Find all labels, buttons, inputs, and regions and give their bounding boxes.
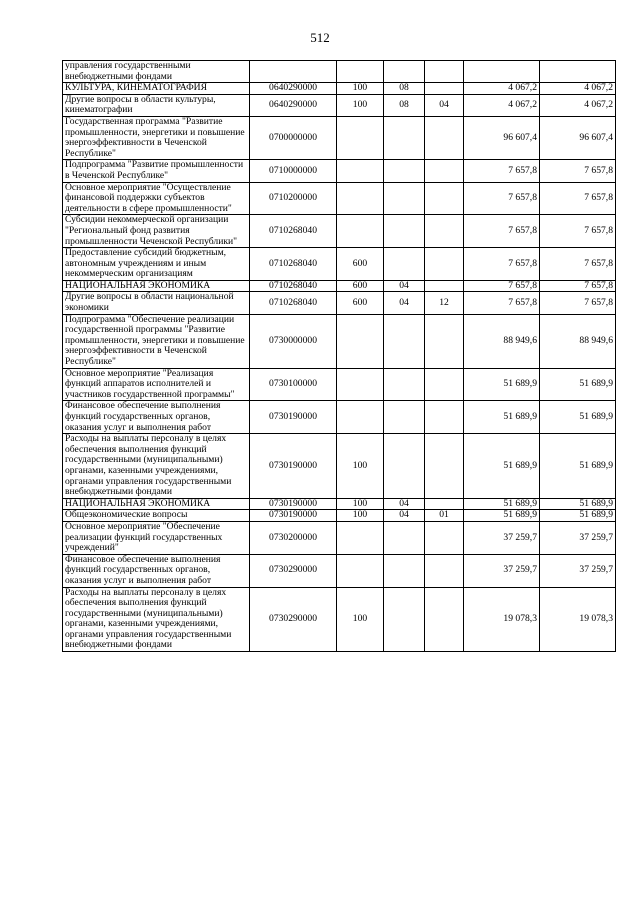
row-section [384, 160, 425, 182]
row-subsection [425, 434, 464, 499]
row-subsection [425, 554, 464, 587]
row-sum-2: 51 689,9 [540, 368, 616, 401]
row-sum-2: 4 067,2 [540, 83, 616, 95]
row-section [384, 521, 425, 554]
row-target-code: 0730100000 [250, 368, 337, 401]
row-name: Другие вопросы в области культуры, кинематографии [63, 94, 250, 116]
row-sum-1 [464, 61, 540, 83]
row-sum-1: 7 657,8 [464, 215, 540, 248]
row-name: Расходы на выплаты персоналу в целях обеспечения выполнения функций государственными (муниципальными) органами, казенными учреждениями, органами управления государственными внебюджетными фондами [63, 587, 250, 652]
row-target-code: 0700000000 [250, 116, 337, 159]
row-subsection [425, 587, 464, 652]
row-expense-type [337, 521, 384, 554]
table-row [63, 160, 616, 182]
row-subsection [425, 83, 464, 95]
table-row [63, 368, 616, 401]
row-name: Финансовое обеспечение выполнения функций государственных органов, оказания услуг и выполнения работ [63, 554, 250, 587]
row-target-code: 0730190000 [250, 510, 337, 522]
table-row [63, 587, 616, 652]
row-sum-2: 19 078,3 [540, 587, 616, 652]
row-name: КУЛЬТУРА, КИНЕМАТОГРАФИЯ [63, 83, 250, 95]
row-sum-1: 37 259,7 [464, 554, 540, 587]
row-name: Субсидии некоммерческой организации "Региональный фонд развития промышленности Чеченской Республики" [63, 215, 250, 248]
row-subsection [425, 498, 464, 510]
row-section: 04 [384, 498, 425, 510]
row-sum-2: 96 607,4 [540, 116, 616, 159]
row-subsection: 04 [425, 94, 464, 116]
row-expense-type: 100 [337, 83, 384, 95]
row-sum-1: 96 607,4 [464, 116, 540, 159]
table-row [63, 292, 616, 314]
budget-table [62, 60, 616, 652]
row-expense-type [337, 314, 384, 368]
row-section [384, 248, 425, 281]
row-target-code: 0710200000 [250, 182, 337, 215]
row-sum-1: 4 067,2 [464, 94, 540, 116]
row-subsection [425, 280, 464, 292]
row-name: Основное мероприятие "Обеспечение реализации функций государственных учреждений" [63, 521, 250, 554]
row-sum-1: 51 689,9 [464, 368, 540, 401]
table-row [63, 61, 616, 83]
row-subsection [425, 368, 464, 401]
row-expense-type [337, 554, 384, 587]
row-section: 08 [384, 94, 425, 116]
row-target-code: 0710268040 [250, 248, 337, 281]
row-subsection [425, 401, 464, 434]
row-name: Предоставление субсидий бюджетным, автономным учреждениям и иным некоммерческим организациям [63, 248, 250, 281]
row-sum-1: 4 067,2 [464, 83, 540, 95]
row-target-code: 0730190000 [250, 401, 337, 434]
row-name: Расходы на выплаты персоналу в целях обеспечения выполнения функций государственными (муниципальными) органами, казенными учреждениями, органами управления государственными внебюджетными фондами [63, 434, 250, 499]
row-section: 08 [384, 83, 425, 95]
row-expense-type: 100 [337, 587, 384, 652]
row-sum-2: 7 657,8 [540, 292, 616, 314]
row-sum-2: 51 689,9 [540, 401, 616, 434]
row-section [384, 434, 425, 499]
row-expense-type: 600 [337, 248, 384, 281]
row-section [384, 554, 425, 587]
budget-table-body [63, 61, 616, 652]
table-row [63, 401, 616, 434]
row-target-code: 0730000000 [250, 314, 337, 368]
row-sum-1: 51 689,9 [464, 510, 540, 522]
row-subsection: 01 [425, 510, 464, 522]
row-sum-2: 88 949,6 [540, 314, 616, 368]
row-target-code: 0710000000 [250, 160, 337, 182]
table-row [63, 510, 616, 522]
row-target-code: 0640290000 [250, 94, 337, 116]
row-expense-type: 600 [337, 280, 384, 292]
row-subsection [425, 248, 464, 281]
row-expense-type [337, 160, 384, 182]
row-sum-2: 51 689,9 [540, 434, 616, 499]
row-subsection [425, 215, 464, 248]
row-expense-type [337, 368, 384, 401]
row-target-code [250, 61, 337, 83]
table-row [63, 248, 616, 281]
row-section [384, 116, 425, 159]
row-sum-2: 7 657,8 [540, 248, 616, 281]
row-expense-type [337, 61, 384, 83]
table-row [63, 116, 616, 159]
row-sum-1: 7 657,8 [464, 182, 540, 215]
row-subsection: 12 [425, 292, 464, 314]
row-sum-2: 51 689,9 [540, 498, 616, 510]
row-name: управления государственными внебюджетными фондами [63, 61, 250, 83]
row-subsection [425, 160, 464, 182]
row-sum-2: 7 657,8 [540, 182, 616, 215]
page-number: 512 [310, 30, 330, 45]
row-sum-1: 51 689,9 [464, 401, 540, 434]
row-expense-type: 100 [337, 434, 384, 499]
row-expense-type [337, 215, 384, 248]
row-expense-type: 100 [337, 510, 384, 522]
row-target-code: 0730190000 [250, 498, 337, 510]
row-sum-2: 37 259,7 [540, 554, 616, 587]
row-name: Подпрограмма "Обеспечение реализации государственной программы "Развитие промышленности, энергетики и повышение энергоэффективности в Чеченской Республике" [63, 314, 250, 368]
row-section [384, 215, 425, 248]
row-section: 04 [384, 510, 425, 522]
row-name: НАЦИОНАЛЬНАЯ ЭКОНОМИКА [63, 498, 250, 510]
row-sum-1: 7 657,8 [464, 248, 540, 281]
row-name: Основное мероприятие "Реализация функций аппаратов исполнителей и участников государственной программы" [63, 368, 250, 401]
row-target-code: 0730290000 [250, 587, 337, 652]
row-sum-1: 7 657,8 [464, 160, 540, 182]
row-sum-1: 51 689,9 [464, 434, 540, 499]
table-row [63, 215, 616, 248]
table-row [63, 521, 616, 554]
row-name: Общеэкономические вопросы [63, 510, 250, 522]
row-subsection [425, 314, 464, 368]
row-sum-1: 19 078,3 [464, 587, 540, 652]
row-sum-1: 37 259,7 [464, 521, 540, 554]
row-name: Другие вопросы в области национальной экономики [63, 292, 250, 314]
row-section [384, 587, 425, 652]
row-sum-1: 7 657,8 [464, 280, 540, 292]
row-section: 04 [384, 280, 425, 292]
row-expense-type: 100 [337, 498, 384, 510]
row-sum-2: 37 259,7 [540, 521, 616, 554]
row-sum-1: 7 657,8 [464, 292, 540, 314]
table-row [63, 280, 616, 292]
row-target-code: 0640290000 [250, 83, 337, 95]
row-section [384, 401, 425, 434]
row-target-code: 0730190000 [250, 434, 337, 499]
row-section [384, 368, 425, 401]
row-target-code: 0710268040 [250, 280, 337, 292]
row-section [384, 314, 425, 368]
row-sum-2: 51 689,9 [540, 510, 616, 522]
row-subsection [425, 61, 464, 83]
row-sum-1: 51 689,9 [464, 498, 540, 510]
row-sum-2: 7 657,8 [540, 215, 616, 248]
row-name: Основное мероприятие "Осуществление финансовой поддержки субъектов деятельности в сфере промышленности" [63, 182, 250, 215]
table-row [63, 434, 616, 499]
row-target-code: 0730290000 [250, 554, 337, 587]
row-sum-1: 88 949,6 [464, 314, 540, 368]
row-section: 04 [384, 292, 425, 314]
row-section [384, 61, 425, 83]
row-expense-type: 600 [337, 292, 384, 314]
row-expense-type [337, 182, 384, 215]
row-target-code: 0710268040 [250, 215, 337, 248]
row-sum-2: 4 067,2 [540, 94, 616, 116]
row-name: НАЦИОНАЛЬНАЯ ЭКОНОМИКА [63, 280, 250, 292]
table-row [63, 498, 616, 510]
row-target-code: 0710268040 [250, 292, 337, 314]
row-name: Подпрограмма "Развитие промышленности в Чеченской Республике" [63, 160, 250, 182]
table-row [63, 554, 616, 587]
row-section [384, 182, 425, 215]
table-row [63, 314, 616, 368]
table-row [63, 182, 616, 215]
row-sum-2: 7 657,8 [540, 280, 616, 292]
row-sum-2 [540, 61, 616, 83]
row-name: Государственная программа "Развитие промышленности, энергетики и повышение энергоэффективности в Чеченской Республике" [63, 116, 250, 159]
row-subsection [425, 182, 464, 215]
row-sum-2: 7 657,8 [540, 160, 616, 182]
row-target-code: 0730200000 [250, 521, 337, 554]
table-row [63, 83, 616, 95]
row-name: Финансовое обеспечение выполнения функций государственных органов, оказания услуг и выполнения работ [63, 401, 250, 434]
row-expense-type: 100 [337, 94, 384, 116]
row-expense-type [337, 401, 384, 434]
row-subsection [425, 116, 464, 159]
row-subsection [425, 521, 464, 554]
row-expense-type [337, 116, 384, 159]
table-row [63, 94, 616, 116]
